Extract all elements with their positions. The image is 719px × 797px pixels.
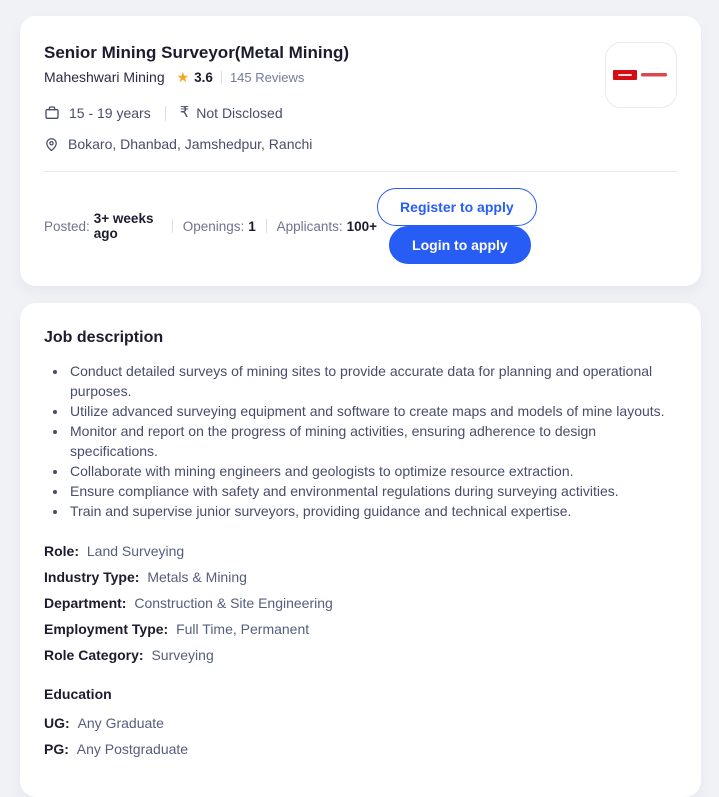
header-footer-row [44,188,677,264]
job-description-bullet: • Monitor and report on the progress of mining activities, ensuring adherence to design specifications. [68,421,677,461]
job-detail-row [44,569,677,586]
company-name-link[interactable]: Maheshwari Mining [44,69,165,85]
detail-value-link[interactable]: Surveying [151,647,214,663]
location-pin-icon [44,137,59,152]
rupee-icon: ₹ [179,104,190,121]
company-row [44,69,677,86]
job-detail-row [44,595,677,612]
apply-actions [377,188,677,264]
detail-value-link[interactable]: Construction & Site Engineering [134,595,333,611]
divider [165,106,166,121]
experience-range: 15 - 19 years [69,105,151,121]
reviews-link[interactable]: 145 Reviews [229,70,305,85]
detail-value-link[interactable]: Land Surveying [86,543,185,559]
job-detail-row [44,543,677,560]
education-row [44,741,677,758]
company-logo [605,42,677,108]
company-logo-image [612,67,670,83]
education-label: PG: [44,741,69,757]
star-icon: ★ [176,69,190,85]
detail-label: Role Category: [44,647,144,663]
job-description-card [20,303,701,797]
education-label: UG: [44,715,70,731]
detail-value-link[interactable]: Metals & Mining [147,569,247,585]
divider [172,219,173,233]
openings-label: Openings: [182,218,245,234]
job-description-bullet: • Ensure compliance with safety and environmental regulations during surveying activities. [68,481,677,501]
detail-label: Industry Type: [44,569,140,585]
detail-value-link[interactable]: Full Time, Permanent [176,621,310,637]
detail-label: Role: [44,543,79,559]
education-rows [44,715,677,758]
education-value: Any Postgraduate [76,741,189,757]
company-rating: 3.6 [194,70,213,85]
job-description-bullet: • Utilize advanced surveying equipment and software to create maps and models of mine layouts. [68,401,677,421]
job-detail-rows [44,543,677,664]
job-header-card [20,16,701,286]
posted-value: 3+ weeks ago [93,211,154,241]
job-description-bullets [44,361,677,521]
location-row [44,134,677,154]
job-title: Senior Mining Surveyor(Metal Mining) [44,43,350,62]
divider [44,171,677,172]
job-description-heading: Job description [44,329,164,346]
job-description-bullet: • Train and supervise junior surveyors, providing guidance and technical expertise. [68,501,677,521]
applicants-label: Applicants: [276,218,343,234]
education-heading: Education [44,686,112,702]
briefcase-icon [44,105,60,121]
posted-label: Posted: [44,218,90,234]
location-links[interactable]: Bokaro, Dhanbad, Jamshedpur, Ranchi [68,136,313,152]
applicants-value: 100+ [346,218,378,234]
experience-salary-row [44,103,677,123]
divider [266,219,267,233]
divider [221,71,222,84]
job-detail-row [44,621,677,638]
job-description-bullet: • Collaborate with mining engineers and geologists to optimize resource extraction. [68,461,677,481]
login-to-apply-button[interactable]: Login to apply [389,226,531,264]
education-row [44,715,677,732]
detail-label: Department: [44,595,127,611]
job-description-bullet: • Conduct detailed surveys of mining sites to provide accurate data for planning and operational purposes. [68,361,677,401]
job-stats [44,211,377,241]
openings-value: 1 [248,218,256,234]
job-detail-row [44,647,677,664]
register-to-apply-button[interactable]: Register to apply [377,188,537,226]
salary-value: Not Disclosed [196,105,283,121]
education-value: Any Graduate [77,715,164,731]
detail-label: Employment Type: [44,621,169,637]
